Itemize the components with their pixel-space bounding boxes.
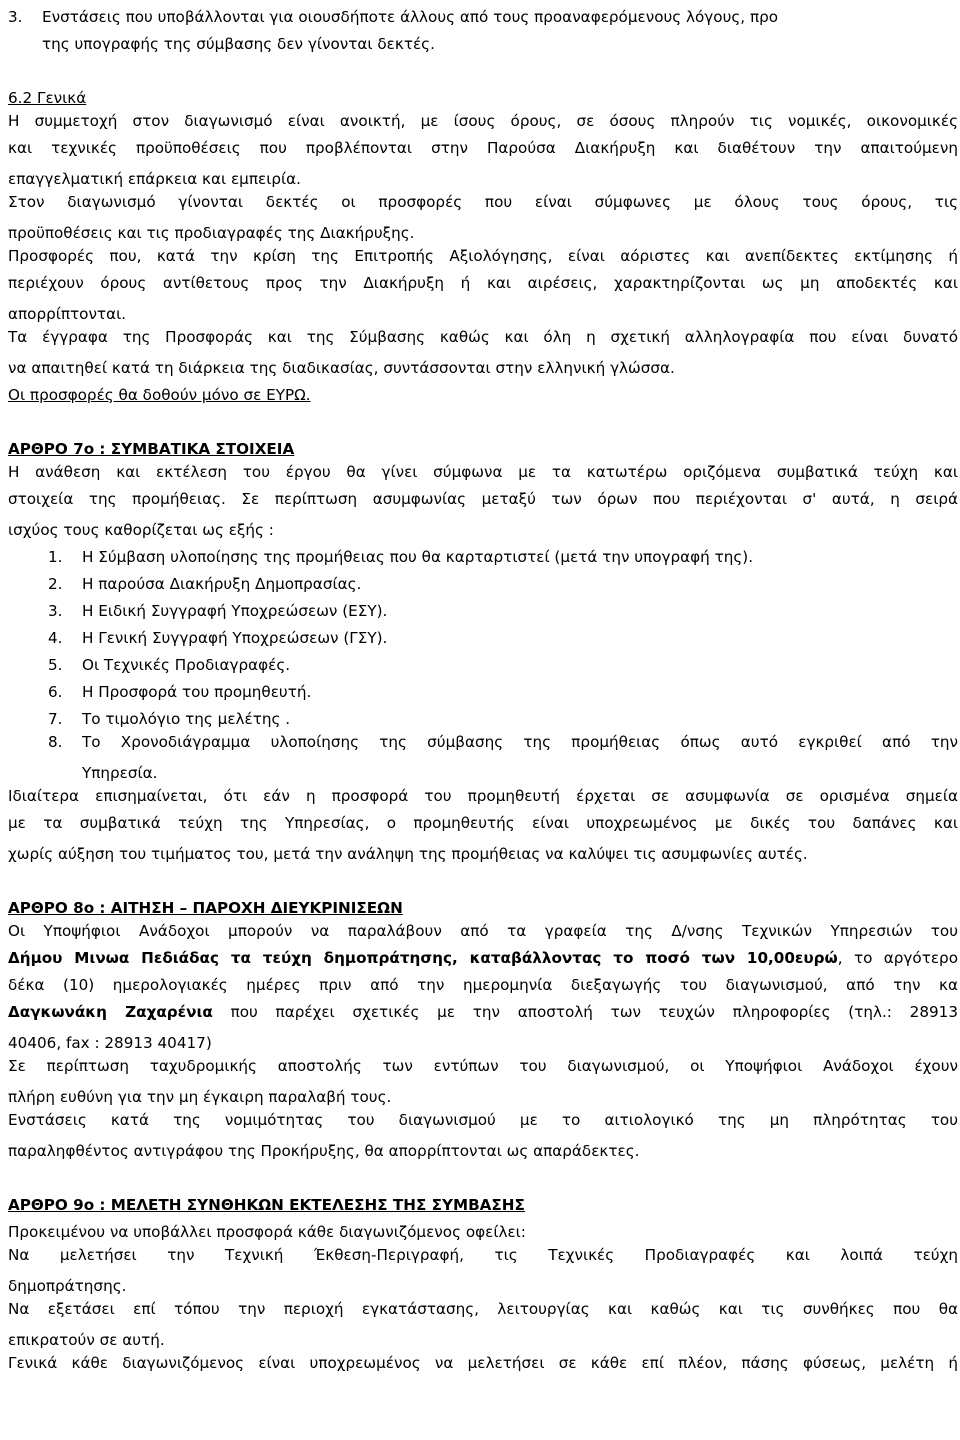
item-number: 4. (48, 629, 63, 647)
list-item (8, 625, 958, 652)
contact-name: Δαγκωνάκη Ζαχαρένια (8, 1003, 213, 1021)
fee-amount: 10,00ευρώ (746, 949, 838, 967)
article-heading: ΑΡΘΡΟ 8ο : ΑΙΤΗΣΗ – ΠΑΡΟΧΗ ΔΙΕΥΚΡΙΝΙΣΕΩΝ (8, 899, 403, 917)
document-page (8, 4, 958, 1381)
article-heading: ΑΡΘΡΟ 7ο : ΣΥΜΒΑΤΙΚΑ ΣΤΟΙΧΕΙΑ (8, 440, 295, 458)
section-heading: 6.2 Γενικά (8, 89, 87, 107)
item-text: Η Ειδική Συγγραφή Υποχρεώσεων (ΕΣΥ). (82, 602, 388, 620)
list-item (8, 706, 958, 733)
item-number: 2. (48, 575, 63, 593)
paragraph-line: Προκειμένου να υποβάλλει προσφορά κάθε διαγωνιζόμενος οφείλει: (8, 1223, 526, 1241)
paragraph-line: επικρατούν σε αυτή. (8, 1331, 165, 1349)
item-text: Η Σύμβαση υλοποίησης της προμήθειας που θα καρταρτιστεί (μετά την υπογραφή της). (82, 548, 754, 566)
paragraph-line: πλήρη ευθύνη για την μη έγκαιρη παραλαβή τους. (8, 1088, 392, 1106)
item-number: 6. (48, 683, 63, 701)
paragraph-line: Να εξετάσει επί τόπου την περιοχή εγκατάστασης, λειτουργίας και καθώς και τις συνθήκες που θα (8, 1300, 958, 1318)
paragraph-line: και τεχνικές προϋποθέσεις που προβλέπονται στην Παρούσα Διακήρυξη και διαθέτουν την απαιτούμενη (8, 139, 958, 157)
item-number: 1. (48, 548, 63, 566)
paragraph-line: Στον διαγωνισμό γίνονται δεκτές οι προσφορές που είναι σύμφωνες με όλους τους όρους, τις (8, 193, 958, 211)
paragraph-line: Ενστάσεις κατά της νομιμότητας του διαγωνισμού με το αιτιολογικό της μη πληρότητας του (8, 1111, 958, 1129)
item-text: Οι Τεχνικές Προδιαγραφές. (82, 656, 291, 674)
paragraph-line: Τα έγγραφα της Προσφοράς και της Σύμβασης καθώς και όλη η σχετική αλληλογραφία που είναι δυνατό (8, 328, 958, 346)
paragraph-line: ισχύος τους καθορίζεται ως εξής : (8, 521, 274, 539)
item-text: Η παρούσα Διακήρυξη Δημοπρασίας. (82, 575, 362, 593)
list-item (8, 544, 958, 571)
paragraph-line: Προσφορές που, κατά την κρίση της Επιτροπής Αξιολόγησης, είναι αόριστες και ανεπίδεκτες εκτίμησης ή (8, 247, 958, 265)
item-number: 8. (48, 733, 63, 751)
item-text-continued: Υπηρεσία. (82, 764, 158, 782)
paragraph-line: επαγγελματική επάρκεια και εμπειρία. (8, 170, 301, 188)
item-text: Το Χρονοδιάγραμμα υλοποίησης της σύμβασης της προμήθειας όπως αυτό εγκριθεί από την (82, 733, 958, 751)
item-number: 3. (8, 8, 23, 26)
paragraph-line: Η συμμετοχή στον διαγωνισμό είναι ανοικτή, με ίσους όρους, σε όσους πληρούν τις νομικές, οικονομικές (8, 112, 958, 130)
item-number: 5. (48, 656, 63, 674)
paragraph-line: δημοπράτησης. (8, 1277, 127, 1295)
paragraph-line: χωρίς αύξηση του τιμήματος του, μετά την ανάληψη της προμήθειας να καλύψει τις ασυμφωνίες αυτές. (8, 845, 808, 863)
paragraph-line: προϋποθέσεις και τις προδιαγραφές της Διακήρυξης. (8, 224, 415, 242)
article-heading: ΑΡΘΡΟ 9ο : ΜΕΛΕΤΗ ΣΥΝΘΗΚΩΝ ΕΚΤΕΛΕΣΗΣ ΤΗΣ ΣΥΜΒΑΣΗΣ (8, 1196, 525, 1214)
deadline-text: , το αργότερο (837, 949, 958, 967)
paragraph-line: απορρίπτονται. (8, 305, 127, 323)
paragraph-line: Να μελετήσει την Τεχνική Έκθεση-Περιγραφή, τις Τεχνικές Προδιαγραφές και λοιπά τεύχη (8, 1246, 958, 1264)
list-item-3 (8, 4, 958, 31)
item-text: Η Γενική Συγγραφή Υποχρεώσεων (ΓΣΥ). (82, 629, 388, 647)
list-item (8, 571, 958, 598)
list-item (8, 679, 958, 706)
item-text: Το τιμολόγιο της μελέτης . (82, 710, 291, 728)
item-text-continued: της υπογραφής της σύμβασης δεν γίνονται δεκτές. (42, 35, 435, 53)
paragraph-line: Οι Υποψήφιοι Ανάδοχοι μπορούν να παραλάβουν από τα γραφεία της Δ/νσης Τεχνικών Υπηρεσιών του (8, 922, 958, 940)
euro-note: Οι προσφορές θα δοθούν μόνο σε ΕΥΡΩ. (8, 386, 311, 404)
paragraph-line: με τα συμβατικά τεύχη της Υπηρεσίας, ο προμηθευτής είναι υποχρεωμένος με δικές του δαπάνες και (8, 814, 958, 832)
contact-phone-fax: 40406, fax : 28913 40417) (8, 1034, 212, 1052)
paragraph-line (8, 949, 958, 976)
paragraph-line: να απαιτηθεί κατά τη διάρκεια της διαδικασίας, συντάσσονται στην ελληνική γλώσσα. (8, 359, 675, 377)
paragraph-line (8, 1003, 958, 1030)
municipality-text: Δήμου Μινωα Πεδιάδας τα τεύχη δημοπράτησης, καταβάλλοντας το ποσό των (8, 949, 747, 967)
list-item (8, 733, 958, 760)
list-item (8, 652, 958, 679)
paragraph-line: παραληφθέντος αντιγράφου της Προκήρυξης, θα απορρίπτονται ως απαράδεκτες. (8, 1142, 640, 1160)
paragraph-line: Η ανάθεση και εκτέλεση του έργου θα γίνει σύμφωνα με τα κατωτέρω οριζόμενα συμβατικά τεύχη και (8, 463, 958, 481)
paragraph-line: Ιδιαίτερα επισημαίνεται, ότι εάν η προσφορά του προμηθευτή έρχεται σε ασυμφωνία σε ορισμένα σημεία (8, 787, 958, 805)
paragraph-line: περιέχουν όρους αντίθετους προς την Διακήρυξη ή και αιρέσεις, χαρακτηρίζονται ως μη αποδεκτές και (8, 274, 958, 292)
item-text: Η Προσφορά του προμηθευτή. (82, 683, 312, 701)
item-number: 7. (48, 710, 63, 728)
list-item (8, 598, 958, 625)
item-number: 3. (48, 602, 63, 620)
paragraph-line: Σε περίπτωση ταχυδρομικής αποστολής των εντύπων του διαγωνισμού, οι Υποψήφιοι Ανάδοχοι έχουν (8, 1057, 958, 1075)
paragraph-line: δέκα (10) ημερολογιακές ημέρες πριν από την ημερομηνία διεξαγωγής του διαγωνισμού, από την κα (8, 976, 958, 994)
paragraph-line: στοιχεία της προμήθειας. Σε περίπτωση ασυμφωνίας μεταξύ των όρων που περιέχονται σ' αυτά, η σειρά (8, 490, 958, 508)
paragraph-line: Γενικά κάθε διαγωνιζόμενος είναι υποχρεωμένος να μελετήσει σε κάθε επί πλέον, πάσης φύσεως, μελέτη ή (8, 1354, 958, 1372)
item-text: Ενστάσεις που υποβάλλονται για οιουσδήποτε άλλους από τους προαναφερόμενους λόγους, προ (42, 8, 779, 26)
contact-text: που παρέχει σχετικές με την αποστολή των τευχών πληροφορίες (τηλ.: 28913 (212, 1003, 958, 1021)
